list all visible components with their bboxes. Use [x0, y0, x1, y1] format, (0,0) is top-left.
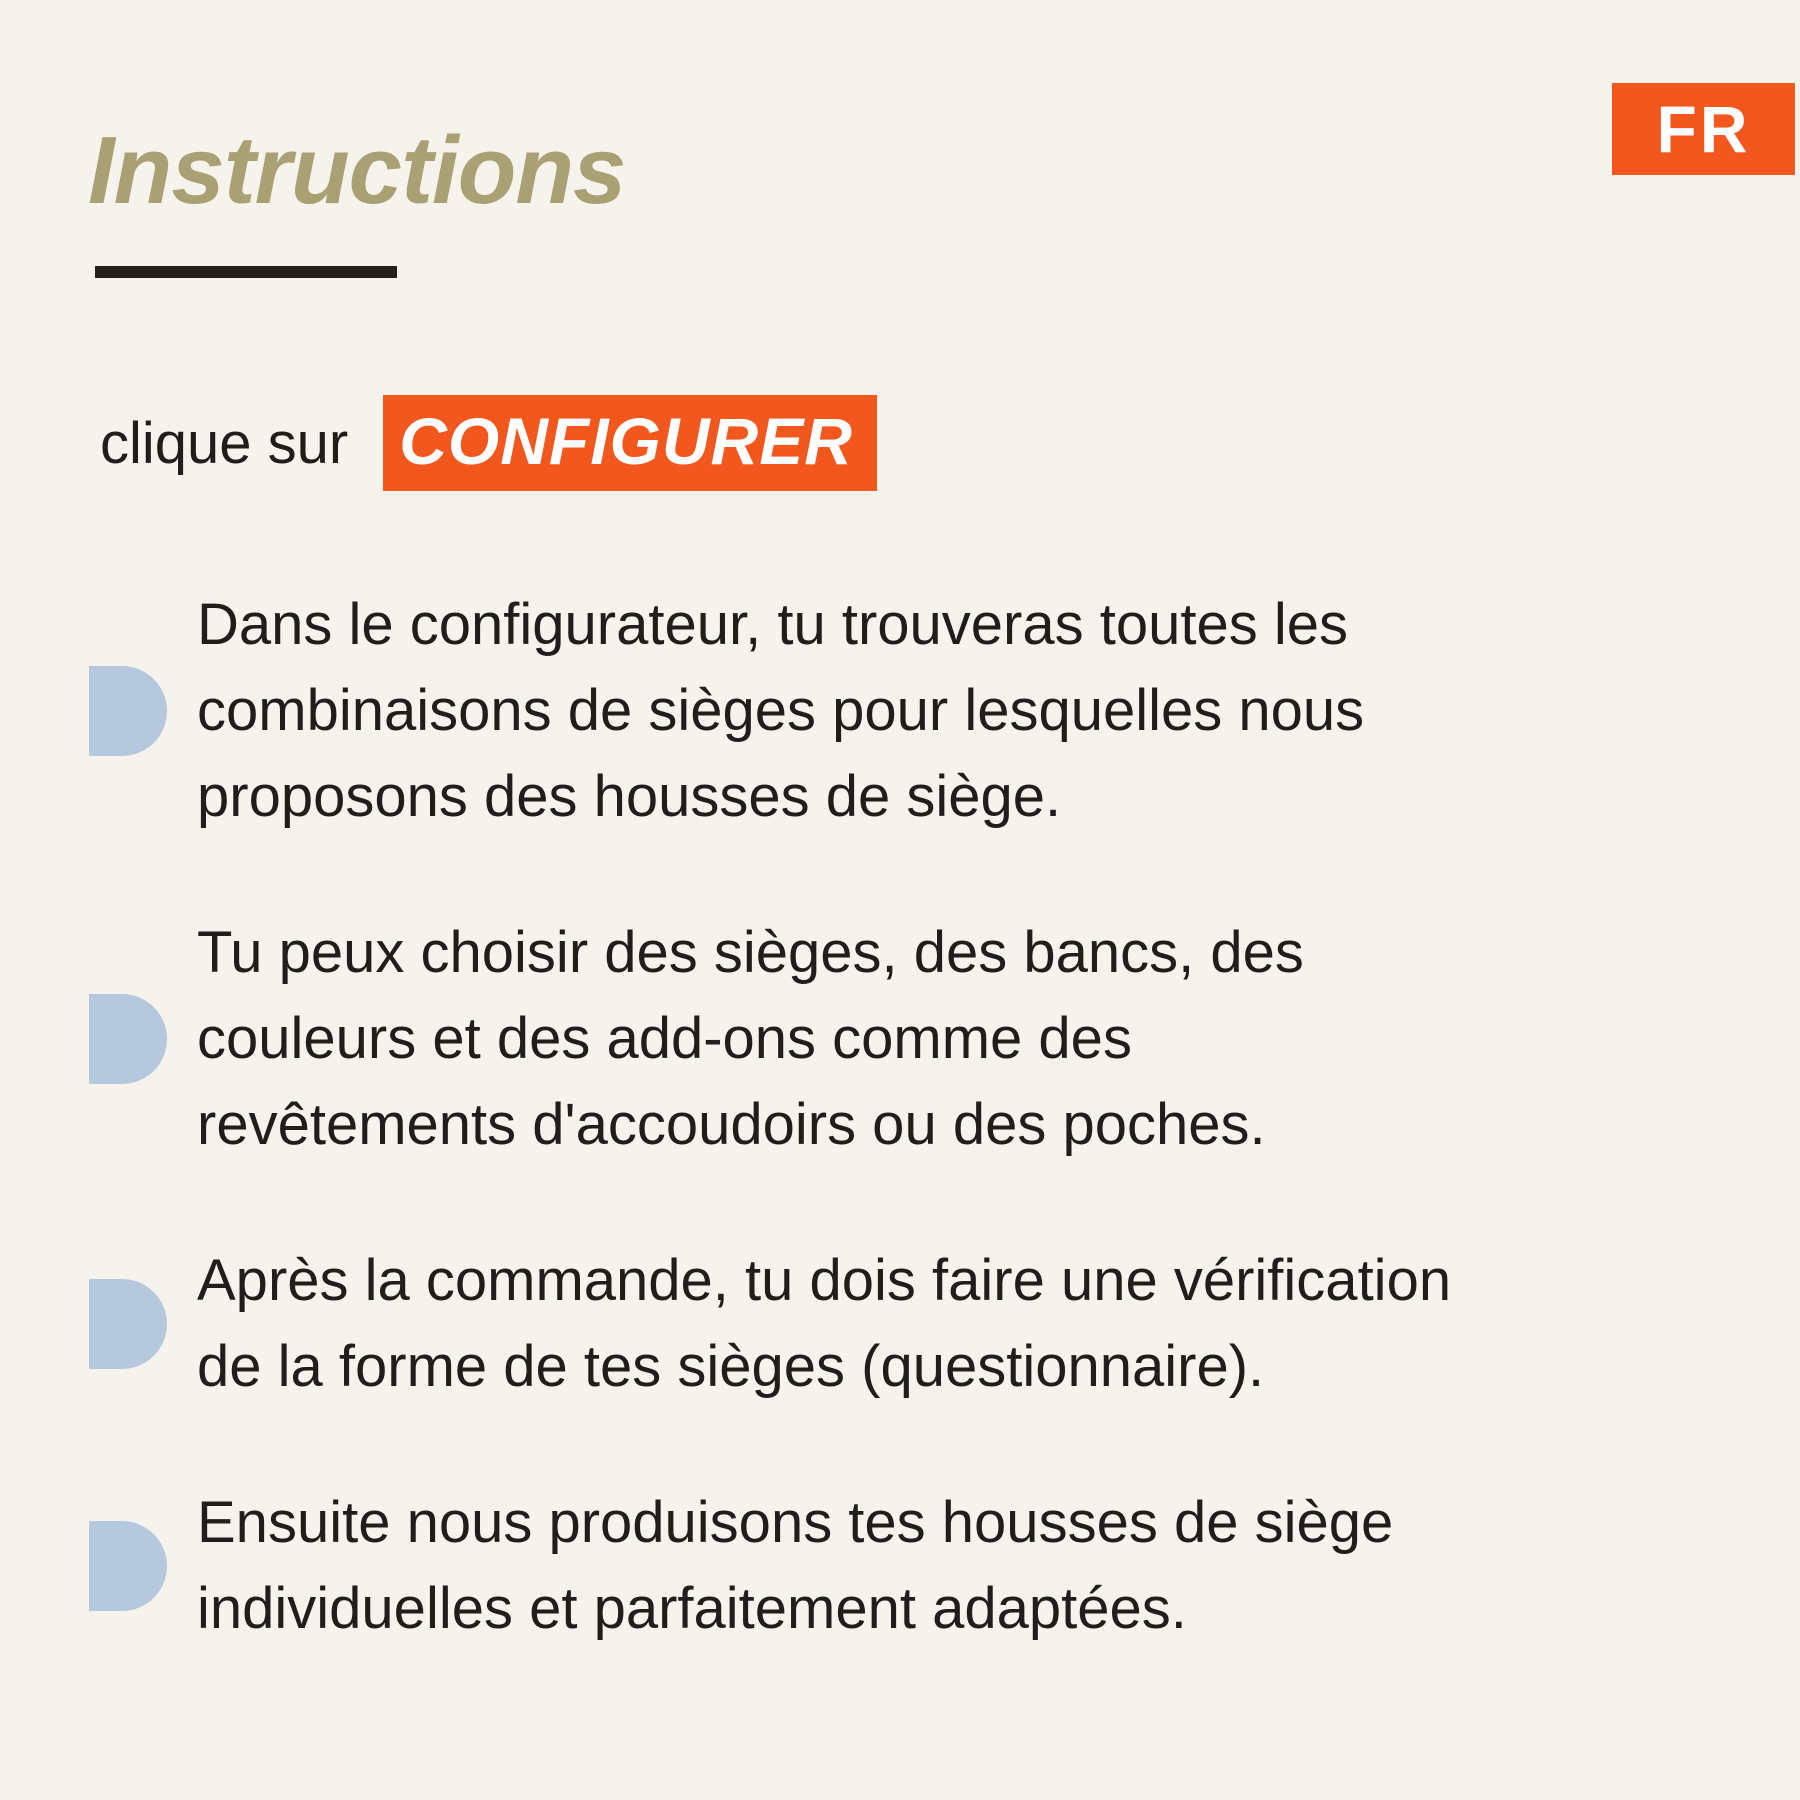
text-line: Après la commande, tu dois faire une vérification [197, 1248, 1452, 1313]
list-item-text [197, 582, 1364, 840]
page-title: Instructions [88, 117, 626, 224]
text-line: individuelles et parfaitement adaptées. [197, 1576, 1187, 1641]
text-line: combinaisons de sièges pour lesquelles nous [197, 678, 1365, 743]
list-item [89, 1238, 1451, 1410]
title-underline [95, 266, 397, 278]
list-item-text [197, 1238, 1451, 1410]
text-line: de la forme de tes sièges (questionnaire). [197, 1334, 1265, 1399]
cta-row [100, 396, 877, 490]
list-item-text [197, 1480, 1393, 1652]
list-item [89, 1480, 1451, 1652]
text-line: proposons des housses de siège. [197, 764, 1062, 829]
text-line: couleurs et des add-ons comme des [197, 1006, 1132, 1071]
list-item [89, 582, 1451, 840]
bullet-marker-icon [89, 1521, 167, 1611]
bullet-marker-icon [89, 1279, 167, 1369]
text-line: Ensuite nous produisons tes housses de siège [197, 1490, 1394, 1555]
bullet-marker-icon [89, 994, 167, 1084]
list-item [89, 910, 1451, 1168]
list-item-text [197, 910, 1304, 1168]
bullet-marker-icon [89, 666, 167, 756]
text-line: Dans le configurateur, tu trouveras toutes les [197, 592, 1348, 657]
language-badge: FR [1612, 83, 1795, 175]
text-line: Tu peux choisir des sièges, des bancs, des [197, 920, 1304, 985]
configurer-button[interactable]: CONFIGURER [383, 395, 877, 491]
text-line: revêtements d'accoudoirs ou des poches. [197, 1092, 1266, 1157]
instruction-list [89, 582, 1451, 1652]
cta-prefix-label: clique sur [100, 410, 349, 476]
